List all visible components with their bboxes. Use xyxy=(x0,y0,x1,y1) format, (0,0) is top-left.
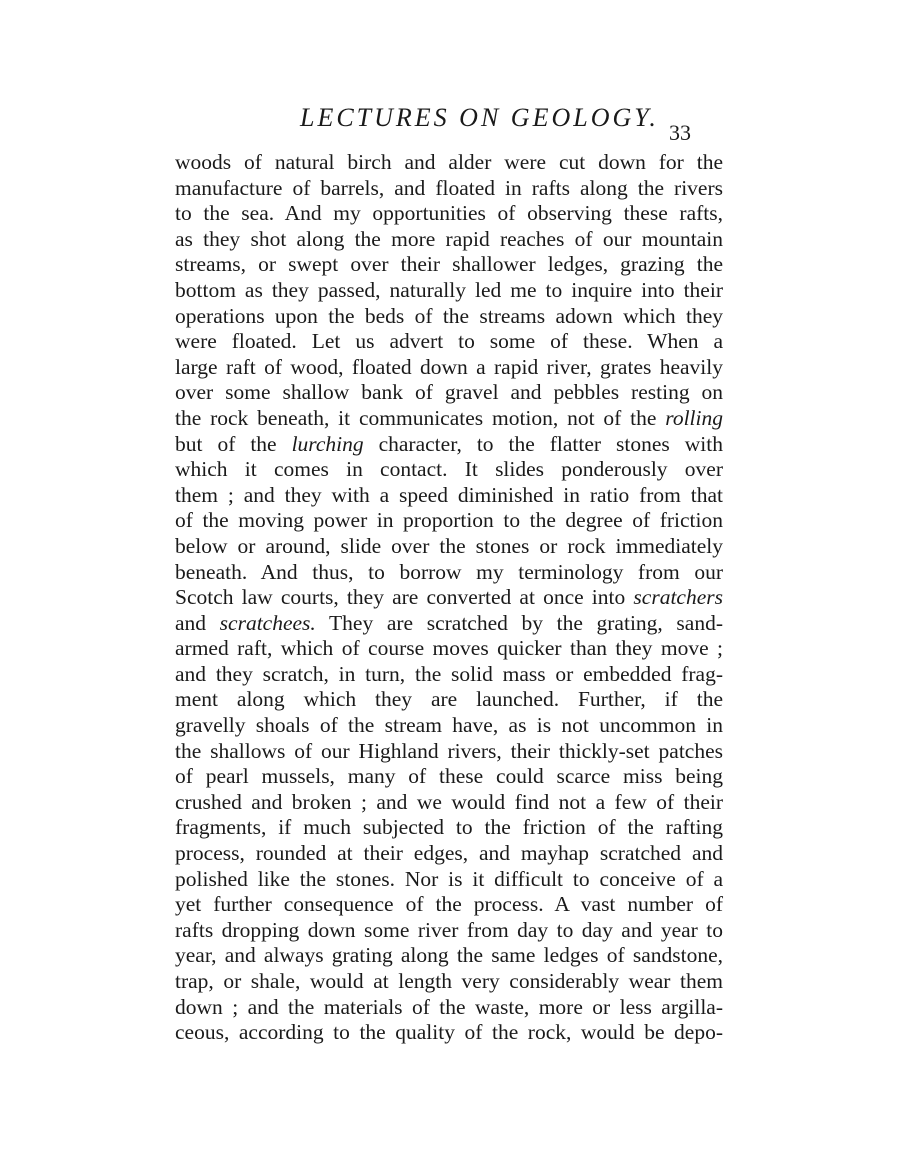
text-line: as they shot along the more rapid reaches of our mountain xyxy=(175,226,723,251)
text-line: the shallows of our Highland rivers, their thickly-set patches xyxy=(175,738,723,763)
text-line: which it comes in contact. It slides ponderously over xyxy=(175,457,723,482)
text-line: yet further consequence of the process. A vast number of xyxy=(175,892,723,917)
text-line: but of the lurching character, to the flatter stones with xyxy=(175,431,723,456)
text-line: of the moving power in proportion to the degree of friction xyxy=(175,508,723,533)
text-line: ment along which they are launched. Further, if the xyxy=(175,687,723,712)
italic-word: rolling xyxy=(665,405,723,430)
text-line: were floated. Let us advert to some of these. When a xyxy=(175,329,723,354)
text-line: manufacture of barrels, and floated in rafts along the rivers xyxy=(175,175,723,200)
text-line: streams, or swept over their shallower ledges, grazing the xyxy=(175,252,723,277)
text-line: woods of natural birch and alder were cut down for the xyxy=(175,150,723,174)
text-line: polished like the stones. Nor is it difficult to conceive of a xyxy=(175,866,723,891)
text-line: and scratchees. They are scratched by the grating, sand- xyxy=(175,610,723,635)
text-line: fragments, if much subjected to the friction of the rafting xyxy=(175,815,723,840)
text-line: armed raft, which of course moves quicker than they move ; xyxy=(175,636,723,661)
text-line: the rock beneath, it communicates motion, not of the rolling xyxy=(175,405,723,430)
italic-word: scratchers xyxy=(633,585,723,610)
text-line: and they scratch, in turn, the solid mass or embedded frag- xyxy=(175,661,723,686)
text-line: rafts dropping down some river from day to day and year to xyxy=(175,917,723,942)
italic-word: scratchees. xyxy=(219,610,316,635)
text-line: over some shallow bank of gravel and pebbles resting on xyxy=(175,380,723,405)
text-line: process, rounded at their edges, and mayhap scratched and xyxy=(175,841,723,866)
text-line: operations upon the beds of the streams adown which they xyxy=(175,303,723,328)
text-line: below or around, slide over the stones or rock immediately xyxy=(175,533,723,558)
text-line: of pearl mussels, many of these could scarce miss being xyxy=(175,764,723,789)
text-line: to the sea. And my opportunities of observing these rafts, xyxy=(175,201,723,226)
text-line: gravelly shoals of the stream have, as is not uncommon in xyxy=(175,713,723,738)
text-line: bottom as they passed, naturally led me to inquire into their xyxy=(175,277,723,302)
text-line: them ; and they with a speed diminished in ratio from that xyxy=(175,482,723,507)
page-number: 33 xyxy=(669,120,691,145)
text-line: beneath. And thus, to borrow my terminology from our xyxy=(175,559,723,584)
running-head: LECTURES ON GEOLOGY. xyxy=(300,103,659,132)
italic-word: lurching xyxy=(291,431,364,456)
text-line: ceous, according to the quality of the rock, would be depo- xyxy=(175,1020,723,1045)
text-line: year, and always grating along the same ledges of sandstone, xyxy=(175,943,723,968)
text-line: large raft of wood, floated down a rapid river, grates heavily xyxy=(175,354,723,379)
text-line: down ; and the materials of the waste, more or less argilla- xyxy=(175,994,723,1019)
text-line: Scotch law courts, they are converted at once into scratchers xyxy=(175,585,723,610)
body-text xyxy=(175,150,723,1046)
text-line: trap, or shale, would at length very considerably wear them xyxy=(175,969,723,993)
text-line: crushed and broken ; and we would find not a few of their xyxy=(175,789,723,814)
